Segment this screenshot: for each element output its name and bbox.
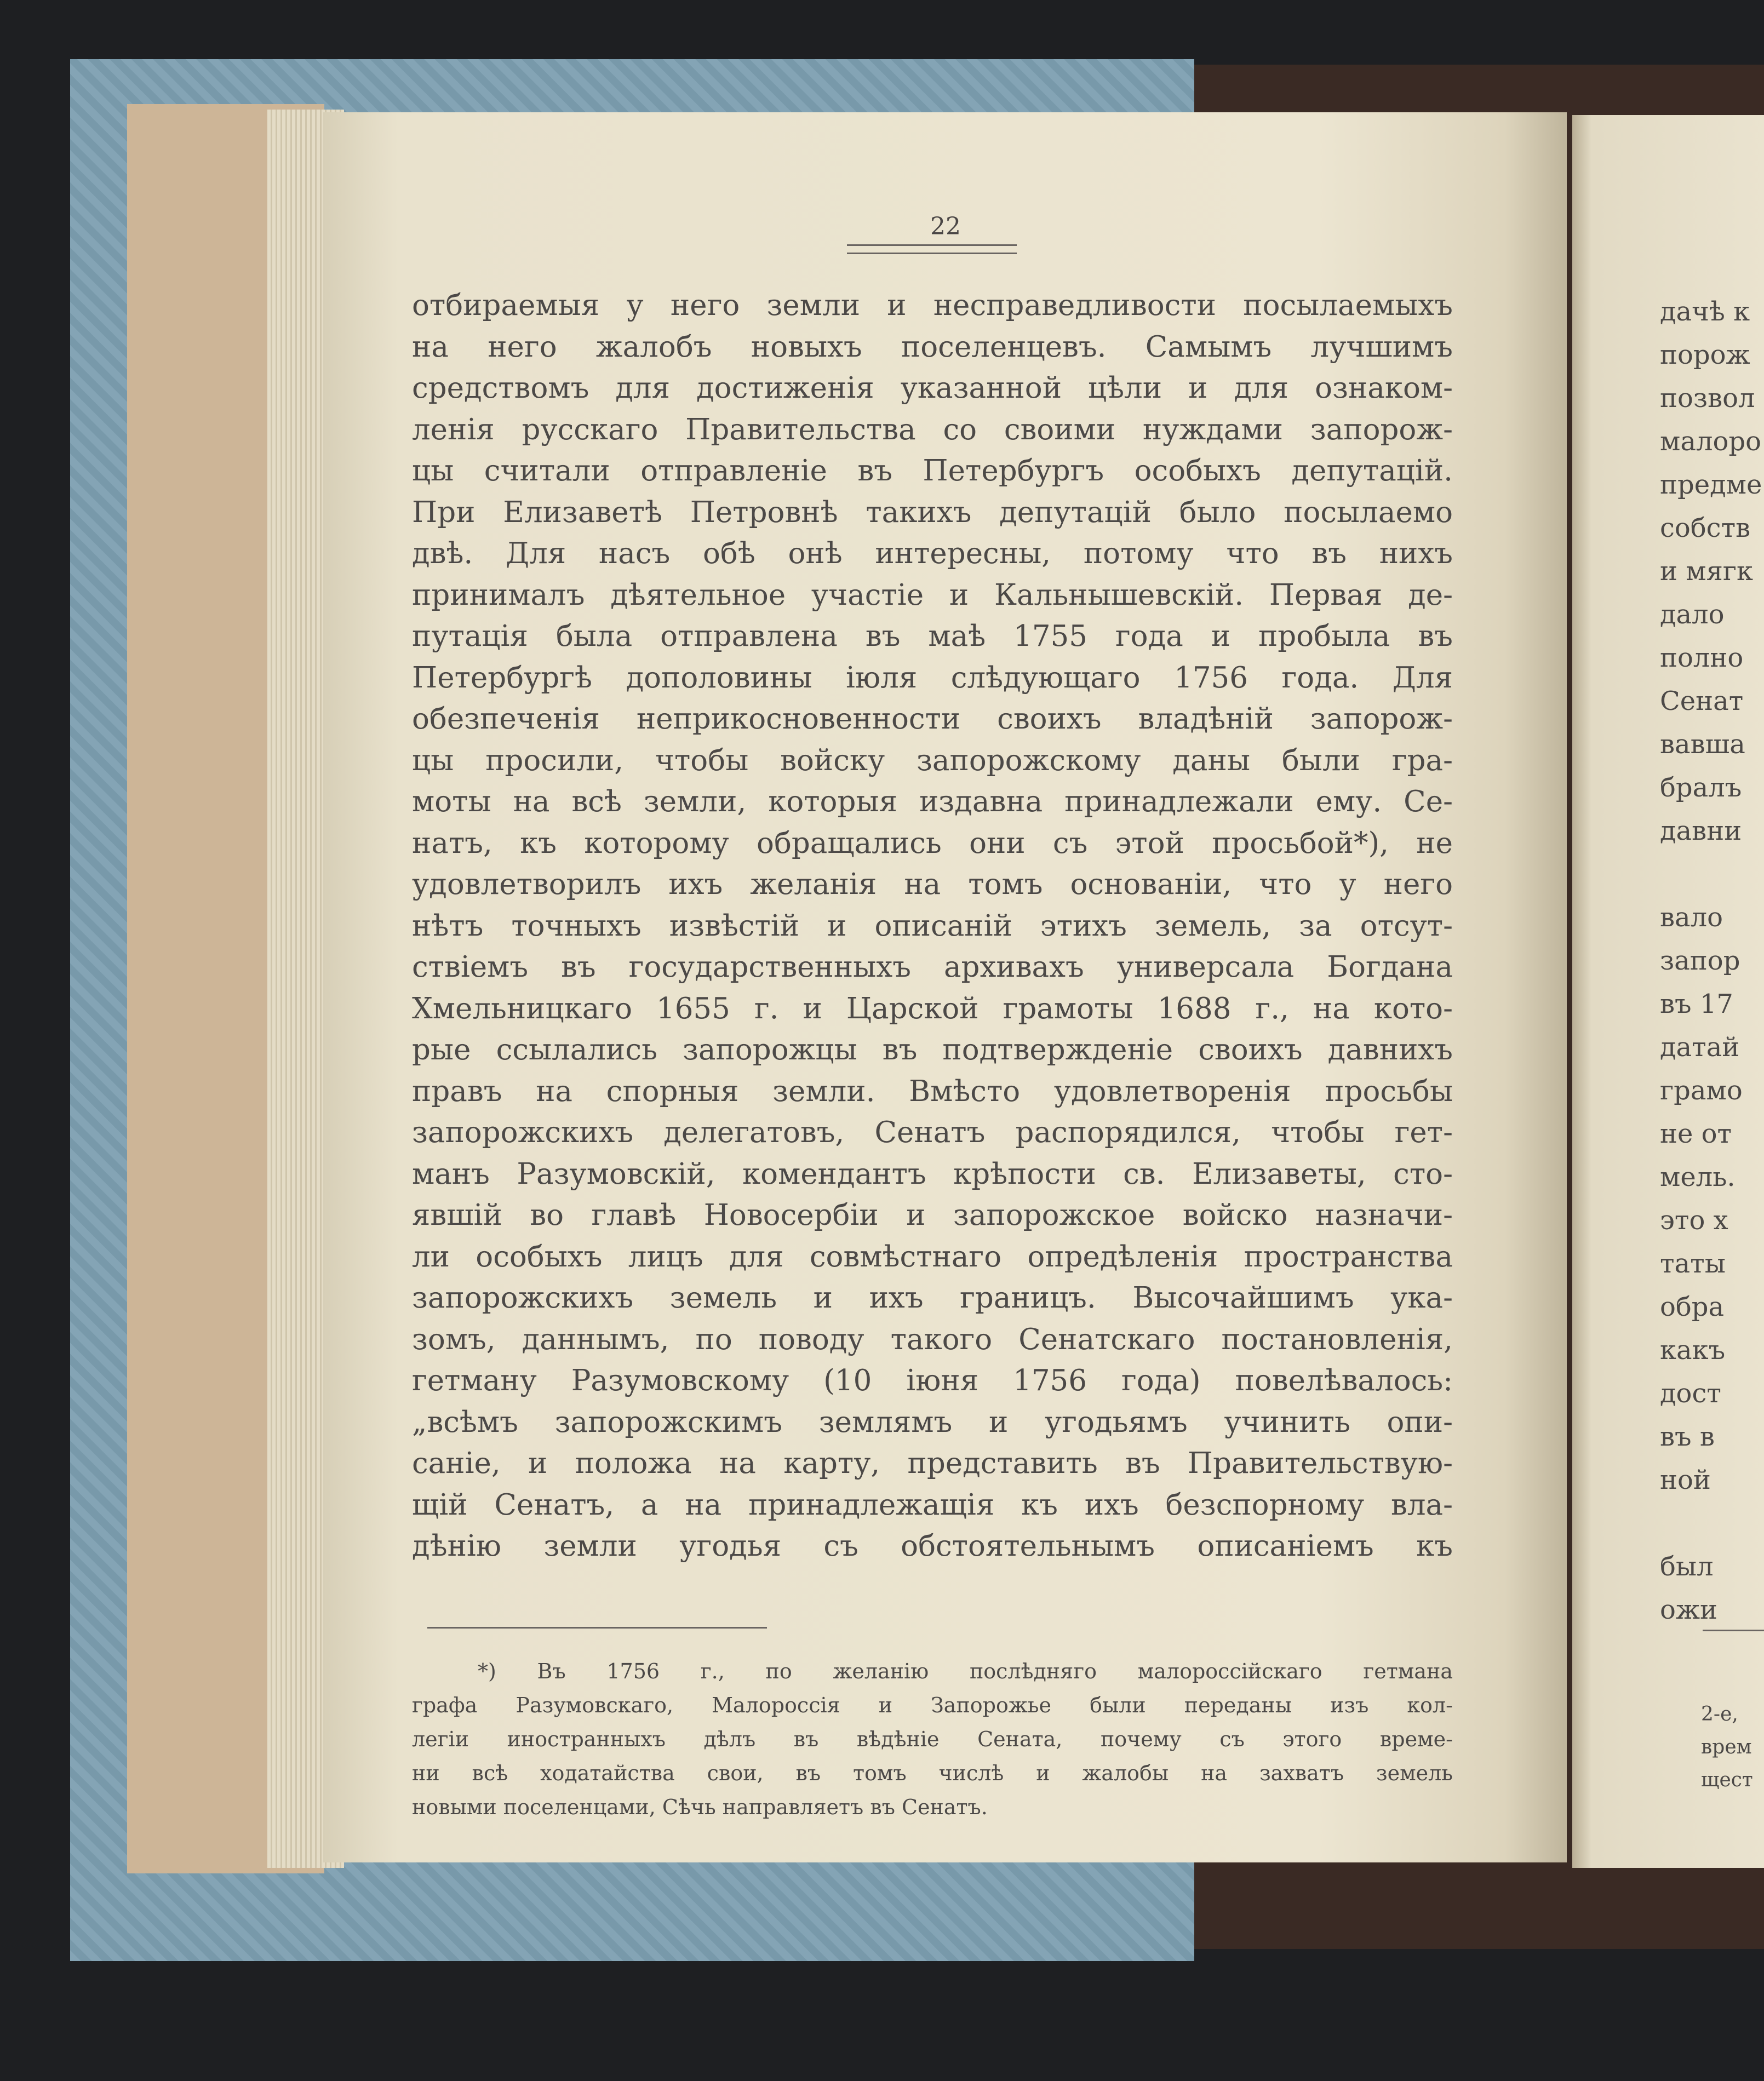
text-line: манъ Разумовскій, комендантъ крѣпости св. Елизаветы, сто- bbox=[412, 1157, 1453, 1191]
text-line: гетману Разумовскому (10 іюня 1756 года) повелѣвалось: bbox=[412, 1364, 1453, 1397]
text-line: был bbox=[1660, 1551, 1714, 1582]
text-line: позвол bbox=[1660, 383, 1755, 414]
text-line: предме bbox=[1660, 469, 1762, 500]
text-line: *) Въ 1756 г., по желанію послѣдняго малороссійскаго гетмана bbox=[478, 1659, 1453, 1683]
text-line: двѣ. Для насъ обѣ онѣ интересны, потому что въ нихъ bbox=[412, 537, 1453, 570]
text-line: въ 17 bbox=[1660, 989, 1733, 1019]
text-line: запорожскихъ делегатовъ, Сенатъ распорядился, чтобы гет- bbox=[412, 1116, 1453, 1149]
text-line: натъ, къ которому обращались они съ этой просьбой*), не bbox=[412, 826, 1453, 860]
text-line: запор bbox=[1660, 945, 1740, 976]
main-text-block bbox=[412, 285, 1453, 1567]
text-line: дачѣ к bbox=[1660, 296, 1750, 327]
text-line: врем bbox=[1701, 1736, 1752, 1758]
text-line: малоро bbox=[1660, 426, 1761, 457]
header-double-rule bbox=[847, 244, 1017, 254]
text-line: собств bbox=[1660, 513, 1751, 543]
text-line: грамо bbox=[1660, 1075, 1743, 1106]
text-line: явшій во главѣ Новосербіи и запорожское войско назначи- bbox=[412, 1199, 1453, 1232]
text-line: средствомъ для достиженія указанной цѣли и для ознаком- bbox=[412, 371, 1453, 405]
text-line: легіи иностранныхъ дѣлъ въ вѣдѣніе Сената, почему съ этого време- bbox=[412, 1727, 1453, 1751]
footnote-rule bbox=[427, 1627, 767, 1629]
text-line: датай bbox=[1660, 1032, 1740, 1063]
text-line: принималъ дѣятельное участіе и Кальнышевскій. Первая де- bbox=[412, 578, 1453, 612]
text-line: нѣтъ точныхъ извѣстій и описаній этихъ земель, за отсут- bbox=[412, 909, 1453, 943]
text-line: на него жалобъ новыхъ поселенцевъ. Самымъ лучшимъ bbox=[412, 330, 1453, 364]
text-line: вавша bbox=[1660, 729, 1745, 760]
text-line: новыми поселенцами, Сѣчь направляетъ въ Сенатъ. bbox=[412, 1795, 988, 1819]
text-line: „всѣмъ запорожскимъ землямъ и угодьямъ учинить опи- bbox=[412, 1405, 1453, 1439]
text-line: саніе, и положа на карту, представить въ Правительствую- bbox=[412, 1447, 1453, 1480]
text-line: ожи bbox=[1660, 1595, 1718, 1625]
text-line: ли особыхъ лицъ для совмѣстнаго опредѣленія пространства bbox=[412, 1240, 1453, 1274]
text-line: Сенат bbox=[1660, 686, 1744, 716]
text-line: таты bbox=[1660, 1248, 1726, 1279]
text-line: ной bbox=[1660, 1465, 1711, 1495]
text-line: Хмельницкаго 1655 г. и Царской грамоты 1688 г., на кото- bbox=[412, 991, 1453, 1025]
text-line bbox=[1660, 1502, 1764, 1545]
text-line: дост bbox=[1660, 1378, 1721, 1409]
text-line: обра bbox=[1660, 1292, 1725, 1322]
text-line: рые ссылались запорожцы въ подтвержденіе своихъ давнихъ bbox=[412, 1033, 1453, 1067]
text-line: мель. bbox=[1660, 1162, 1736, 1193]
text-line: дѣнію земли угодья съ обстоятельнымъ описаніемъ къ bbox=[412, 1529, 1453, 1563]
text-line: удовлетворилъ ихъ желанія на томъ основаніи, что у него bbox=[412, 868, 1453, 901]
text-line: порож bbox=[1660, 340, 1750, 370]
text-line: полно bbox=[1660, 643, 1744, 673]
text-line: ствіемъ въ государственныхъ архивахъ универсала Богдана bbox=[412, 950, 1453, 984]
text-line: и мягк bbox=[1660, 556, 1754, 587]
text-line: не от bbox=[1660, 1119, 1732, 1149]
text-line bbox=[1660, 853, 1764, 896]
footnote-block bbox=[412, 1654, 1453, 1824]
text-line: давни bbox=[1660, 816, 1742, 846]
text-line: отбираемыя у него земли и несправедливости посылаемыхъ bbox=[412, 289, 1453, 322]
text-line: цы просили, чтобы войску запорожскому даны были гра- bbox=[412, 743, 1453, 777]
right-footnote-rule bbox=[1703, 1630, 1764, 1631]
right-page-footnote-block bbox=[1701, 1698, 1764, 1797]
text-line: зомъ, даннымъ, по поводу такого Сенатскаго постановленія, bbox=[412, 1322, 1453, 1356]
text-line: бралъ bbox=[1660, 772, 1742, 803]
text-line: моты на всѣ земли, которыя издавна принадлежали ему. Се- bbox=[412, 785, 1453, 818]
text-line: путація была отправлена въ маѣ 1755 года и пробыла въ bbox=[412, 620, 1453, 653]
text-line: 2-е, bbox=[1701, 1703, 1738, 1725]
text-line: цы считали отправленіе въ Петербургъ особыхъ депутацій. bbox=[412, 454, 1453, 488]
text-line: это х bbox=[1660, 1205, 1728, 1236]
text-line: щій Сенатъ, а на принадлежащія къ ихъ безспорному вла- bbox=[412, 1488, 1453, 1522]
text-line: Петербургѣ дополовины іюля слѣдующаго 1756 года. Для bbox=[412, 661, 1453, 695]
text-line: вало bbox=[1660, 902, 1723, 933]
text-line: въ в bbox=[1660, 1421, 1715, 1452]
page-number: 22 bbox=[930, 213, 961, 240]
text-line: При Елизаветѣ Петровнѣ такихъ депутацій было посылаемо bbox=[412, 495, 1453, 529]
right-page-text-block bbox=[1660, 290, 1764, 1632]
text-line: ни всѣ ходатайства свои, въ томъ числѣ и жалобы на захватъ земель bbox=[412, 1761, 1453, 1785]
text-line: ленія русскаго Правительства со своими нуждами запорож- bbox=[412, 412, 1453, 446]
text-line: щест bbox=[1701, 1769, 1753, 1791]
text-line: обезпеченія неприкосновенности своихъ владѣній запорож- bbox=[412, 702, 1453, 736]
text-line: графа Разумовскаго, Малороссія и Запорожье были переданы изъ кол- bbox=[412, 1693, 1453, 1717]
text-line: дало bbox=[1660, 599, 1725, 630]
text-line: правъ на спорныя земли. Вмѣсто удовлетворенія просьбы bbox=[412, 1074, 1453, 1108]
text-line: какъ bbox=[1660, 1335, 1726, 1366]
text-line: запорожскихъ земель и ихъ границъ. Высочайшимъ ука- bbox=[412, 1281, 1453, 1315]
